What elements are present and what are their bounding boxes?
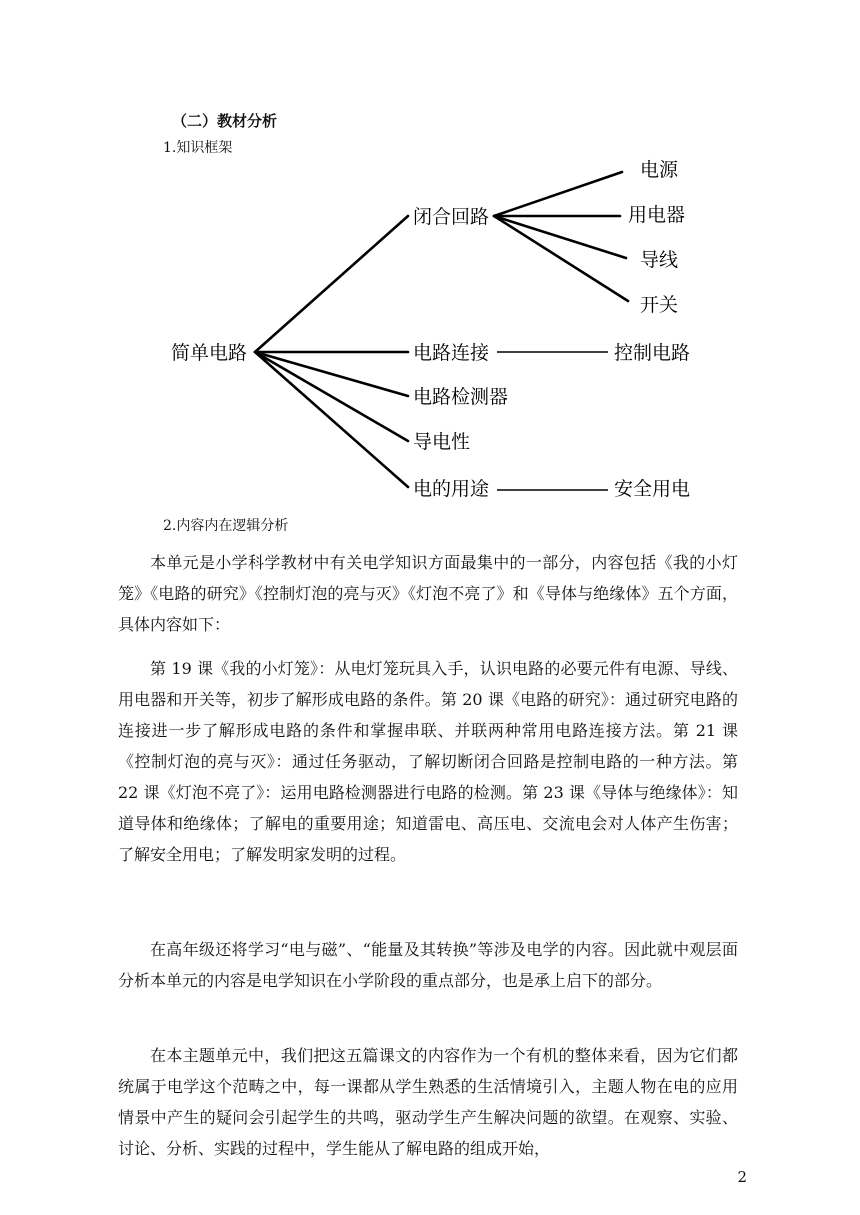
node-conductivity: 导电性 — [413, 431, 471, 453]
subheading-knowledge-framework: 1.知识框架 — [163, 140, 233, 156]
node-connection: 电路连接 — [413, 342, 490, 364]
paragraph-higher-grades: 在高年级还将学习“电与磁”、“能量及其转换”等涉及电学的内容。因此就中观层面分析本单元的内容是电学知识在小学阶段的重点部分，也是承上启下的部分。 — [118, 940, 738, 990]
node-uses: 电的用途 — [413, 478, 490, 500]
edge-root-conductivity — [255, 352, 408, 441]
paragraph-unit-theme: 在本主题单元中，我们把这五篇课文的内容作为一个有机的整体来看，因为它们都统属于电学这个范畴之中，每一课都从学生熟悉的生活情境引入，主题人物在电的应用情景中产生的疑问会引起学生的共鸣，驱动学生产生解决问题的欲望。在观察、实验、讨论、分析、实践的过程中，学生能从了解电路的组成开始， — [118, 1046, 738, 1158]
edge-loop-power — [494, 172, 622, 216]
node-safe-electricity: 安全用电 — [614, 478, 691, 500]
node-root: 简单电路 — [171, 342, 248, 364]
node-detector: 电路检测器 — [413, 386, 509, 408]
paragraph-intro: 本单元是小学科学教材中有关电学知识方面最集中的一部分，内容包括《我的小灯笼》《电路的研究》《控制灯泡的亮与灭》《灯泡不亮了》和《导体与绝缘体》五个方面，具体内容如下： — [118, 553, 738, 634]
node-wire: 导线 — [640, 249, 679, 271]
node-control-circuit: 控制电路 — [614, 342, 691, 364]
section-heading: （二）教材分析 — [172, 112, 278, 130]
edge-root-detector — [255, 352, 408, 396]
subheading-logic-analysis: 2.内容内在逻辑分析 — [163, 518, 289, 534]
page-number: 2 — [737, 1168, 747, 1186]
node-appliance: 用电器 — [628, 204, 686, 226]
paragraph-lessons: 第 19 课《我的小灯笼》：从电灯笼玩具入手，认识电路的必要元件有电源、导线、用电器和开关等，初步了解形成电路的条件。第 20 课《电路的研究》：通过研究电路的连接进一步了解形成电路的条件和掌握串联、并联两种常用电路连接方法。第 21 课《控制灯泡的亮与灭》：通过任务驱动，了解切断闭合回路是控制电路的一种方法。第 22 课《灯泡不亮了》：运用电路检测器进行电路的检测。第 23 课《导体与绝缘体》：知道导体和绝缘体；了解电的重要用途；知道雷电、高压电、交流电会对人体产生伤害；了解安全用电；了解发明家发明的过程。 — [118, 659, 738, 864]
edge-loop-wire — [494, 216, 626, 258]
knowledge-tree-diagram — [0, 0, 860, 510]
edge-loop-switch — [494, 216, 628, 301]
edge-root-closed-loop — [255, 216, 408, 352]
edge-root-uses — [255, 352, 408, 487]
node-power: 电源 — [640, 159, 679, 181]
node-closed-loop: 闭合回路 — [413, 206, 490, 228]
node-switch: 开关 — [640, 294, 679, 316]
